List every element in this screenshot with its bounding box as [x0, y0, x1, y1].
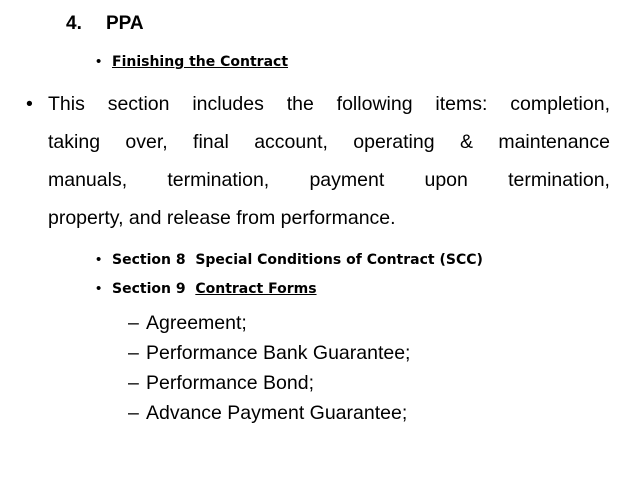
word: operating [353, 131, 435, 153]
form-item [128, 340, 410, 366]
word: items: [435, 93, 488, 115]
bullet-icon: • [96, 53, 102, 70]
word: over, [125, 131, 168, 153]
paragraph-line-1 [48, 88, 610, 126]
section-heading [66, 12, 144, 36]
word: This [48, 93, 85, 115]
section-8-bullet [96, 249, 483, 270]
finishing-label: Finishing the Contract [112, 54, 289, 70]
paragraph-line-3 [48, 164, 610, 202]
bullet-icon: • [26, 93, 33, 115]
paragraph-line-4: property, and release from performance. [48, 207, 396, 229]
dash-icon: – [128, 342, 139, 364]
word: the [286, 93, 314, 115]
word: includes [192, 93, 264, 115]
word: account, [254, 131, 328, 153]
form-item-label: Advance Payment Guarantee; [146, 402, 408, 424]
bullet-icon: • [96, 251, 102, 268]
finishing-bullet [96, 51, 288, 72]
word: termination, [167, 169, 270, 191]
form-item [128, 370, 314, 396]
section-8-label: Special Conditions of Contract (SCC) [195, 252, 483, 268]
dash-icon: – [128, 402, 139, 424]
form-item [128, 400, 407, 426]
word: termination, [508, 169, 610, 191]
word: upon [424, 169, 468, 191]
word: manuals, [48, 169, 128, 191]
word: payment [309, 169, 385, 191]
description-paragraph [48, 88, 610, 240]
section-9-bullet [96, 278, 317, 299]
section-8-prefix: Section 8 [112, 252, 196, 268]
dash-icon: – [128, 372, 139, 394]
word: & [459, 131, 473, 153]
bullet-icon: • [96, 280, 102, 297]
word: final [193, 131, 229, 153]
word: completion, [510, 93, 610, 115]
section-9-prefix: Section 9 [112, 281, 196, 297]
form-item [128, 310, 247, 336]
form-item-label: Performance Bond; [146, 372, 315, 394]
section-9-label: Contract Forms [195, 281, 317, 297]
form-item-label: Performance Bank Guarantee; [146, 342, 411, 364]
word: taking [48, 131, 101, 153]
word: section [107, 93, 170, 115]
dash-icon: – [128, 312, 139, 334]
word: maintenance [498, 131, 610, 153]
form-item-label: Agreement; [146, 312, 247, 334]
word: following [336, 93, 413, 115]
paragraph-line-2 [48, 126, 610, 164]
heading-title: PPA [106, 13, 144, 34]
heading-number: 4. [66, 13, 82, 34]
